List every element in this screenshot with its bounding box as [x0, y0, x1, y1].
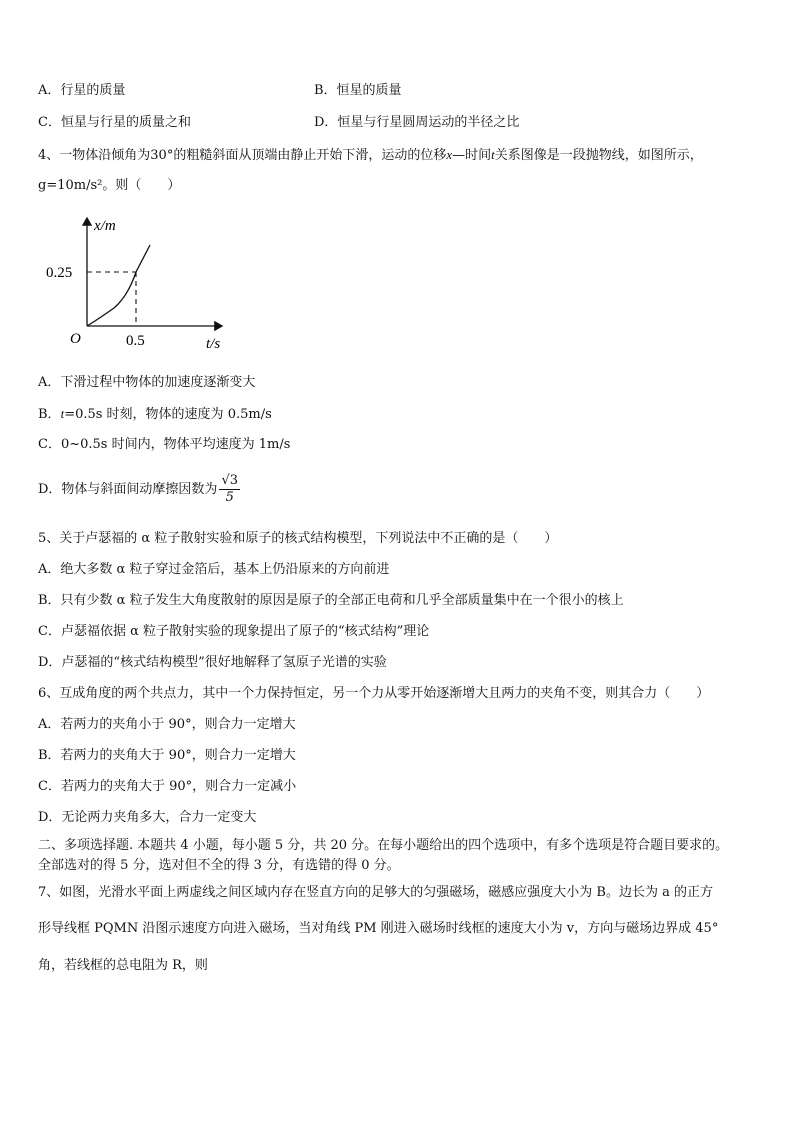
q4-option-b	[38, 405, 272, 424]
section2-heading-line2: 全部选对的得 5 分，选对但不全的得 3 分，有选错的得 0 分。	[38, 858, 400, 873]
q3-option-b: B．恒星的质量	[314, 83, 402, 98]
q6-option-c: C．若两力的夹角大于 90°，则合力一定减小	[38, 779, 297, 794]
origin-label: O	[70, 331, 81, 347]
q4-option-b-prefix: B．	[38, 407, 61, 422]
q4-var-x: x	[446, 147, 453, 162]
fraction-numerator: √3	[221, 473, 238, 488]
q6-stem: 6、互成角度的两个共点力，其中一个力保持恒定，另一个力从零开始逐渐增大且两力的夹角不变，则其合力（ ）	[38, 686, 710, 701]
q4-option-c: C．0~0.5s 时间内，物体平均速度为 1m/s	[38, 437, 291, 452]
q4-stem-part2: —时间	[452, 148, 492, 163]
q4-stem-part3: 关系图像是一段抛物线，如图所示，	[494, 148, 703, 163]
y-axis-label: x/m	[94, 218, 116, 234]
q4-option-d-fraction	[219, 473, 240, 506]
y-tick-label: 0.25	[46, 265, 73, 281]
x-tick-label: 0.5	[126, 333, 145, 349]
q6-option-b: B．若两力的夹角大于 90°，则合力一定增大	[38, 748, 296, 763]
q6-option-d: D．无论两力夹角多大，合力一定变大	[38, 810, 257, 825]
q4-option-b-rest: =0.5s 时刻，物体的速度为 0.5m/s	[64, 407, 272, 422]
q3-option-c: C．恒星与行星的质量之和	[38, 115, 191, 130]
q4-stem-line2: g=10m/s²。则（ ）	[38, 178, 181, 193]
q4-graph	[40, 210, 240, 355]
parabola-curve	[87, 245, 150, 326]
q3-option-d: D．恒星与行星圆周运动的半径之比	[314, 115, 520, 130]
q4-option-d	[38, 472, 240, 508]
q4-option-a: A．下滑过程中物体的加速度逐渐变大	[38, 375, 256, 390]
q4-var-t: t	[491, 147, 495, 162]
q7-line1: 7、如图，光滑水平面上两虚线之间区域内存在竖直方向的足够大的匀强磁场，磁感应强度大小为 B。边长为 a 的正方	[38, 885, 713, 900]
q5-option-a: A．绝大多数 α 粒子穿过金箔后，基本上仍沿原来的方向前进	[38, 562, 390, 577]
q5-stem: 5、关于卢瑟福的 α 粒子散射实验和原子的核式结构模型，下列说法中不正确的是（ ）	[38, 531, 558, 546]
q4-option-d-text: D．物体与斜面间动摩擦因数为	[38, 482, 218, 497]
q5-option-b: B．只有少数 α 粒子发生大角度散射的原因是原子的全部正电荷和几乎全部质量集中在一个很小的核上	[38, 593, 624, 608]
q4-option-b-var: t	[60, 406, 65, 421]
q6-option-a: A．若两力的夹角小于 90°，则合力一定增大	[38, 717, 296, 732]
q4-stem-part1: 4、一物体沿倾角为30°的粗糙斜面从顶端由静止开始下滑，运动的位移	[38, 148, 447, 163]
q7-line2: 形导线框 PQMN 沿图示速度方向进入磁场，当对角线 PM 刚进入磁场时线框的速度大小为 v，方向与磁场边界成 45°	[38, 921, 719, 936]
x-axis-label: t/s	[206, 336, 221, 352]
fraction-denominator: 5	[225, 490, 234, 505]
q5-option-c: C．卢瑟福依据 α 粒子散射实验的现象提出了原子的“核式结构”理论	[38, 624, 430, 639]
q5-option-d: D．卢瑟福的“核式结构模型”很好地解释了氢原子光谱的实验	[38, 655, 387, 670]
q4-stem	[38, 146, 703, 165]
q7-line3: 角，若线框的总电阻为 R，则	[38, 958, 208, 973]
q3-option-a: A．行星的质量	[38, 83, 126, 98]
section2-heading-line1: 二、多项选择题. 本题共 4 小题，每小题 5 分，共 20 分。在每小题给出的四个选项中，有多个选项是符合题目要求的。	[38, 838, 729, 853]
